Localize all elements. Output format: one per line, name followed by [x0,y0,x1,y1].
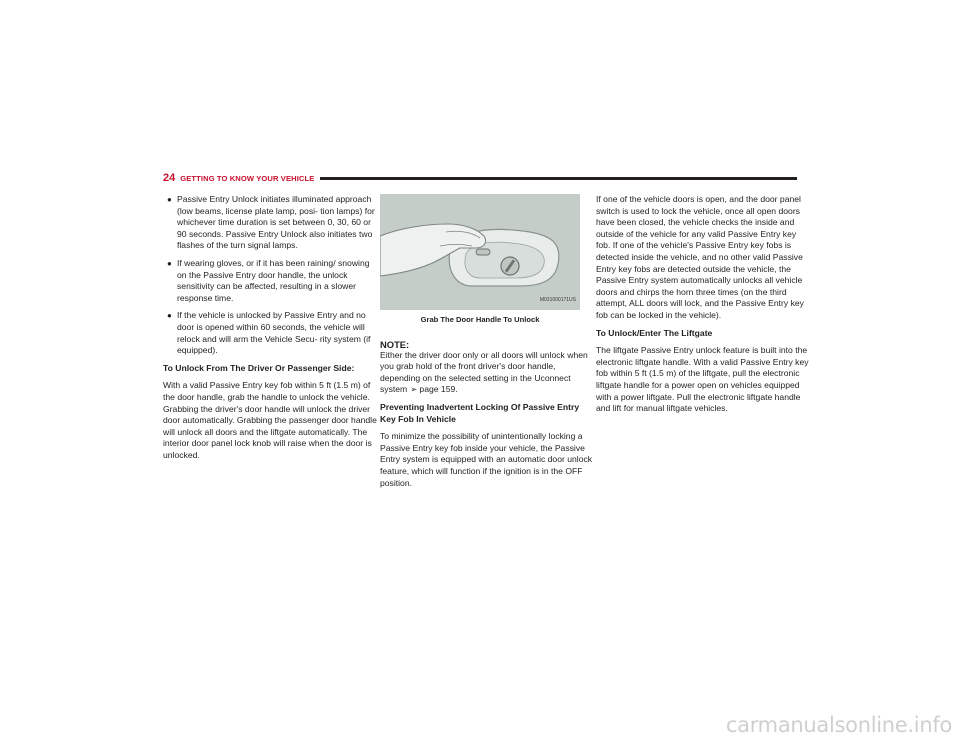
figure-code: M031000171US [539,297,576,304]
subheading-liftgate: To Unlock/Enter The Liftgate [596,327,713,338]
note-label: NOTE: [380,338,410,350]
figure-caption: Grab The Door Handle To Unlock [420,315,540,324]
page-header [163,171,797,185]
page-reference-arrow-icon: ➢ [410,384,418,395]
bullet-item [163,258,379,304]
page-number: 24 [163,172,176,184]
bullet-text: If the vehicle is unlocked by Passive Entry and no door is opened within 60 seconds, the vehicle will relock and will arm the Vehicle Secu- rity system (if equipped). [177,310,371,356]
door-handle-illustration [380,194,580,310]
bullet-icon: ● [167,258,172,268]
paragraph-unlock: With a valid Passive Entry key fob within 5 ft (1.5 m) of the door handle, grab the handle to unlock the vehicle. Grabbing the driver's door handle will unlock the driver door automatically. Grabbing the passenger door handle will unlock all doors and the liftgate automatically. The interior door panel lock knob will raise when the door is unlocked. [163,380,377,460]
column-3 [596,194,812,421]
column-2 [380,194,596,495]
note-text [380,350,596,396]
bullet-icon: ● [167,195,172,204]
header-rule [320,177,797,180]
bullet-icon: ● [167,311,172,321]
column-1 [163,194,379,467]
watermark: carmanualsonline.info [725,713,952,737]
bullet-item [163,194,379,252]
paragraph-door-open-lock: If one of the vehicle doors is open, and the door panel switch is used to lock the vehicle, once all open doors have been closed, the vehicle checks the inside and outside of the vehicle for any valid Passive Entry key fob. If one of the vehicle's Passive Entry key fobs is detected inside the vehicle, and no other valid Passive Entry key fobs are detected outside the vehicle, the Passive Entry system automatically unlocks all vehicle doors and chirps the horn three times (on the third attempt, ALL doors will lock, and the Passive Entry key fob can be locked in the vehicle). [596,194,804,320]
note-page-reference[interactable]: page 159. [419,384,458,395]
bullet-item [163,310,379,356]
subheading-unlock-driver-passenger: To Unlock From The Driver Or Passenger Side: [163,362,355,373]
door-handle-figure [380,194,580,310]
bullet-text: If wearing gloves, or if it has been raining/ snowing on the Passive Entry door handle, the unlock sensitivity can be affected, resulting in a slower response time. [177,257,370,303]
paragraph-liftgate: The liftgate Passive Entry unlock feature is built into the electronic liftgate handle. With a valid Passive Entry key fob within 5 ft (1.5 m) of the liftgate, pull the electronic liftgate handle for a power open on vehicles equipped with a power liftgate. Pull the electronic liftgate handle and lift for manual liftgate vehicles. [596,345,809,414]
subheading-preventing-locking: Preventing Inadvertent Locking Of Passive Entry Key Fob In Vehicle [380,401,580,424]
note-body: Either the driver door only or all doors will unlock when you grab hold of the front driver's door handle, depending on the selected setting in the Uconnect system [380,349,588,395]
section-title: GETTING TO KNOW YOUR VEHICLE [180,173,315,183]
bullet-text: Passive Entry Unlock initiates illuminated approach (low beams, license plate lamp, posi- tion lamps) for whichever time duration is set between 0, 30, 60 or 90 seconds. Passive Entry Unlock also initiates two flashes of the turn signal lamps. [177,194,375,251]
paragraph-preventing-locking: To minimize the possibility of unintentionally locking a Passive Entry key fob inside your vehicle, the Passive Entry system is equipped with an automatic door unlock feature, which will function if the ignition is in the OFF position. [380,431,593,488]
